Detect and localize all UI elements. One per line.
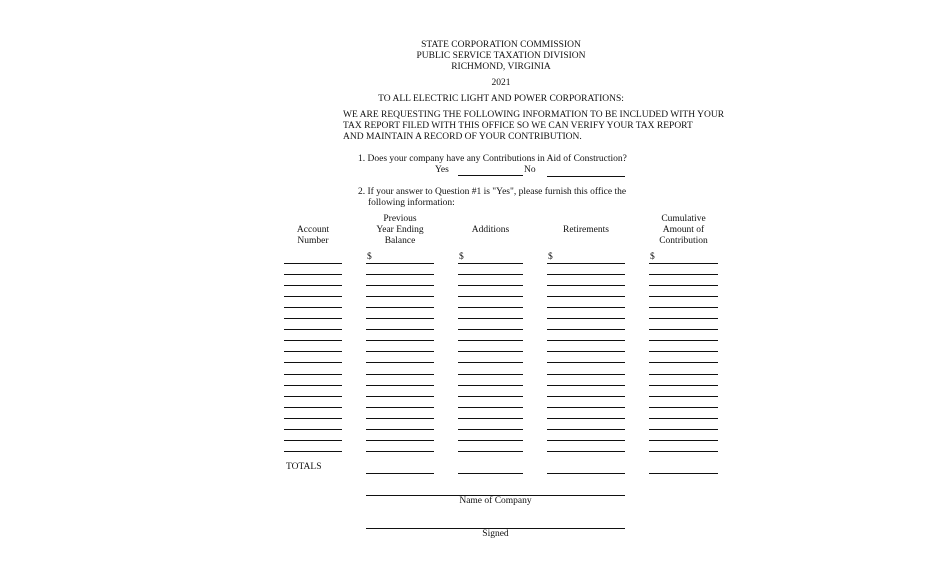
cumulative-contribution-field[interactable] xyxy=(649,263,718,264)
company-name-label: Name of Company xyxy=(459,496,532,506)
additions-field[interactable] xyxy=(458,329,523,330)
question-2-line-1: 2. If your answer to Question #1 is "Yes", please furnish this office the xyxy=(358,187,627,197)
previous-balance-field[interactable] xyxy=(366,451,434,452)
account-number-field[interactable] xyxy=(284,418,342,419)
currency-symbol: $ xyxy=(367,252,372,262)
previous-balance-field[interactable] xyxy=(366,263,434,264)
previous-balance-field[interactable] xyxy=(366,374,434,375)
account-number-field[interactable] xyxy=(284,396,342,397)
currency-symbol: $ xyxy=(548,252,553,262)
retirements-field[interactable] xyxy=(547,351,625,352)
total-previous-balance-field[interactable] xyxy=(366,473,434,474)
cumulative-contribution-field[interactable] xyxy=(649,429,718,430)
additions-field[interactable] xyxy=(458,385,523,386)
additions-field[interactable] xyxy=(458,285,523,286)
retirements-field[interactable] xyxy=(547,296,625,297)
account-number-field[interactable] xyxy=(284,263,342,264)
header-line-1: STATE CORPORATION COMMISSION xyxy=(421,40,581,50)
question-1-text: 1. Does your company have any Contributions in Aid of Construction? xyxy=(358,154,627,164)
account-number-field[interactable] xyxy=(284,296,342,297)
header-line-3: RICHMOND, VIRGINIA xyxy=(451,62,551,72)
cumulative-contribution-field[interactable] xyxy=(649,418,718,419)
account-number-field[interactable] xyxy=(284,318,342,319)
retirements-field[interactable] xyxy=(547,429,625,430)
cumulative-contribution-field[interactable] xyxy=(649,307,718,308)
cumulative-contribution-field[interactable] xyxy=(649,440,718,441)
cumulative-contribution-field[interactable] xyxy=(649,318,718,319)
previous-balance-field[interactable] xyxy=(366,407,434,408)
account-number-field[interactable] xyxy=(284,451,342,452)
account-number-field[interactable] xyxy=(284,307,342,308)
previous-balance-field[interactable] xyxy=(366,418,434,419)
retirements-field[interactable] xyxy=(547,374,625,375)
cumulative-contribution-field[interactable] xyxy=(649,374,718,375)
signed-field[interactable] xyxy=(366,518,625,529)
additions-field[interactable] xyxy=(458,340,523,341)
additions-field[interactable] xyxy=(458,429,523,430)
retirements-field[interactable] xyxy=(547,451,625,452)
addressee: TO ALL ELECTRIC LIGHT AND POWER CORPORATIONS: xyxy=(378,94,624,104)
header-line-2: PUBLIC SERVICE TAXATION DIVISION xyxy=(416,51,586,61)
question-1-yes-label: Yes xyxy=(435,165,449,175)
column-header-previous-balance: Previous Year Ending Balance xyxy=(376,214,424,246)
intro-line: WE ARE REQUESTING THE FOLLOWING INFORMATION TO BE INCLUDED WITH YOUR xyxy=(343,110,725,120)
column-header-cumulative-contribution: Cumulative Amount of Contribution xyxy=(659,214,708,246)
additions-field[interactable] xyxy=(458,362,523,363)
report-year: 2021 xyxy=(491,78,511,88)
totals-label: TOTALS xyxy=(286,462,322,472)
retirements-field[interactable] xyxy=(547,307,625,308)
additions-field[interactable] xyxy=(458,440,523,441)
previous-balance-field[interactable] xyxy=(366,296,434,297)
previous-balance-field[interactable] xyxy=(366,396,434,397)
retirements-field[interactable] xyxy=(547,329,625,330)
cumulative-contribution-field[interactable] xyxy=(649,296,718,297)
account-number-field[interactable] xyxy=(284,351,342,352)
retirements-field[interactable] xyxy=(547,418,625,419)
retirements-field[interactable] xyxy=(547,440,625,441)
previous-balance-field[interactable] xyxy=(366,340,434,341)
company-name-field[interactable] xyxy=(366,485,625,496)
retirements-field[interactable] xyxy=(547,285,625,286)
cumulative-contribution-field[interactable] xyxy=(649,385,718,386)
previous-balance-field[interactable] xyxy=(366,385,434,386)
account-number-field[interactable] xyxy=(284,407,342,408)
additions-field[interactable] xyxy=(458,451,523,452)
question-1-no-field[interactable] xyxy=(547,166,625,177)
account-number-field[interactable] xyxy=(284,329,342,330)
cumulative-contribution-field[interactable] xyxy=(649,362,718,363)
intro-line: TAX REPORT FILED WITH THIS OFFICE SO WE CAN VERIFY YOUR TAX REPORT xyxy=(343,121,693,131)
account-number-field[interactable] xyxy=(284,340,342,341)
retirements-field[interactable] xyxy=(547,340,625,341)
cumulative-contribution-field[interactable] xyxy=(649,329,718,330)
retirements-field[interactable] xyxy=(547,362,625,363)
account-number-field[interactable] xyxy=(284,385,342,386)
column-header-retirements: Retirements xyxy=(563,225,609,235)
cumulative-contribution-field[interactable] xyxy=(649,285,718,286)
cumulative-contribution-field[interactable] xyxy=(649,407,718,408)
additions-field[interactable] xyxy=(458,374,523,375)
retirements-field[interactable] xyxy=(547,385,625,386)
currency-symbol: $ xyxy=(650,252,655,262)
additions-field[interactable] xyxy=(458,307,523,308)
additions-field[interactable] xyxy=(458,407,523,408)
currency-symbol: $ xyxy=(459,252,464,262)
total-retirements-field[interactable] xyxy=(547,473,625,474)
total-cumulative-field[interactable] xyxy=(649,473,718,474)
account-number-field[interactable] xyxy=(284,362,342,363)
account-number-field[interactable] xyxy=(284,285,342,286)
column-header-account-number: Account Number xyxy=(296,225,330,246)
intro-line: AND MAINTAIN A RECORD OF YOUR CONTRIBUTION. xyxy=(343,132,582,142)
additions-field[interactable] xyxy=(458,263,523,264)
retirements-field[interactable] xyxy=(547,263,625,264)
cumulative-contribution-field[interactable] xyxy=(649,451,718,452)
previous-balance-field[interactable] xyxy=(366,429,434,430)
additions-field[interactable] xyxy=(458,274,523,275)
cumulative-contribution-field[interactable] xyxy=(649,340,718,341)
account-number-field[interactable] xyxy=(284,440,342,441)
previous-balance-field[interactable] xyxy=(366,318,434,319)
previous-balance-field[interactable] xyxy=(366,351,434,352)
account-number-field[interactable] xyxy=(284,274,342,275)
additions-field[interactable] xyxy=(458,318,523,319)
account-number-field[interactable] xyxy=(284,374,342,375)
previous-balance-field[interactable] xyxy=(366,329,434,330)
column-header-additions: Additions xyxy=(471,225,510,235)
previous-balance-field[interactable] xyxy=(366,362,434,363)
additions-field[interactable] xyxy=(458,351,523,352)
account-number-field[interactable] xyxy=(284,429,342,430)
retirements-field[interactable] xyxy=(547,274,625,275)
retirements-field[interactable] xyxy=(547,407,625,408)
signed-label: Signed xyxy=(482,529,509,539)
question-2-line-2: following information: xyxy=(368,198,455,208)
cumulative-contribution-field[interactable] xyxy=(649,351,718,352)
additions-field[interactable] xyxy=(458,396,523,397)
previous-balance-field[interactable] xyxy=(366,274,434,275)
previous-balance-field[interactable] xyxy=(366,285,434,286)
additions-field[interactable] xyxy=(458,418,523,419)
total-additions-field[interactable] xyxy=(458,473,523,474)
question-1-no-label: No xyxy=(524,165,536,175)
cumulative-contribution-field[interactable] xyxy=(649,396,718,397)
question-1-yes-field[interactable] xyxy=(458,165,523,176)
retirements-field[interactable] xyxy=(547,318,625,319)
retirements-field[interactable] xyxy=(547,396,625,397)
additions-field[interactable] xyxy=(458,296,523,297)
cumulative-contribution-field[interactable] xyxy=(649,274,718,275)
previous-balance-field[interactable] xyxy=(366,440,434,441)
previous-balance-field[interactable] xyxy=(366,307,434,308)
